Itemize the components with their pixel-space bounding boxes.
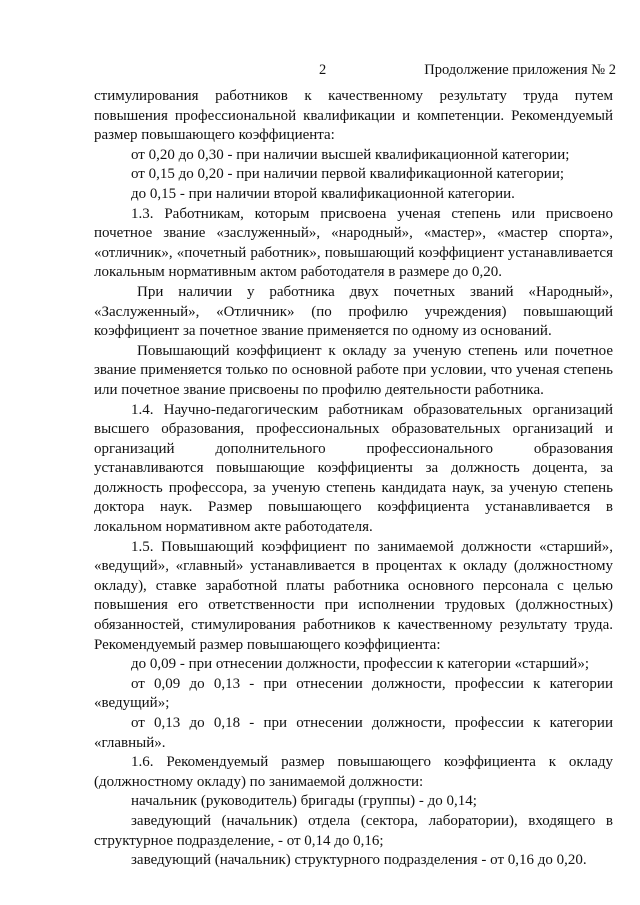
paragraph: от 0,13 до 0,18 - при отнесении должности, профессии к категории «главный». <box>94 715 613 751</box>
paragraph-section-1-3: 1.3. Работникам, которым присвоена ученая степень или присвоено почетное звание «заслуженный», «народный», «мастер», «мастер спорта», «отличник», «почетный работник», повышающий коэффициент устанавливается локальным нормативным актом работодателя в размере до 0,20. <box>94 205 613 281</box>
paragraph-section-1-4: 1.4. Научно-педагогическим работникам образовательных организаций высшего образования, профессиональных образовательных организаций и организаций дополнительного профессионального образования устанавливаются повышающие коэффициенты за должность доцента, за должность профессора, за ученую степень кандидата наук, за ученую степень доктора наук. Размер повышающего коэффициента устанавливается в локальном нормативном акте работодателя. <box>94 401 613 536</box>
paragraph: до 0,15 - при наличии второй квалификационной категории. <box>131 185 515 202</box>
paragraph: При наличии у работника двух почетных званий «Народный», «Заслуженный», «Отличник» (по профилю учреждения) повышающий коэффициент за почетное звание применяется по одному из оснований. <box>94 283 613 340</box>
paragraph-section-1-5: 1.5. Повышающий коэффициент по занимаемой должности «старший», «ведущий», «главный» устанавливается в процентах к окладу (должностному окладу), ставке заработной платы работника основного персонала с целью повышения его ответственности при исполнении трудовых (должностных) обязанностей, стимулирования работников к качественному результату труда. Рекомендуемый размер повышающего коэффициента: <box>94 538 613 653</box>
page-number: 2 <box>319 62 327 78</box>
paragraph: заведующий (начальник) структурного подразделения - от 0,16 до 0,20. <box>131 852 587 869</box>
paragraph: начальник (руководитель) бригады (группы) - до 0,14; <box>131 793 477 810</box>
document-body <box>94 87 613 871</box>
appendix-continuation-header: Продолжение приложения № 2 <box>424 62 616 78</box>
paragraph: от 0,15 до 0,20 - при наличии первой квалификационной категории; <box>131 166 565 183</box>
paragraph: заведующий (начальник) отдела (сектора, лаборатории), входящего в структурное подразделение, - от 0,14 до 0,16; <box>94 812 613 849</box>
paragraph: от 0,20 до 0,30 - при наличии высшей квалификационной категории; <box>131 146 570 163</box>
paragraph: стимулирования работников к качественному результату труда путем повышения профессиональной квалификации и компетенции. Рекомендуемый размер повышающего коэффициента: <box>94 88 613 144</box>
paragraph: до 0,09 - при отнесении должности, профессии к категории «старший»; <box>131 656 589 673</box>
paragraph: Повышающий коэффициент к окладу за ученую степень или почетное звание применяется только по основной работе при условии, что ученая степень или почетное звание присвоены по профилю деятельности работника. <box>94 342 613 398</box>
paragraph: от 0,09 до 0,13 - при отнесении должности, профессии к категории «ведущий»; <box>94 675 613 712</box>
paragraph-section-1-6: 1.6. Рекомендуемый размер повышающего коэффициента к окладу (должностному окладу) по занимаемой должности: <box>94 754 613 790</box>
